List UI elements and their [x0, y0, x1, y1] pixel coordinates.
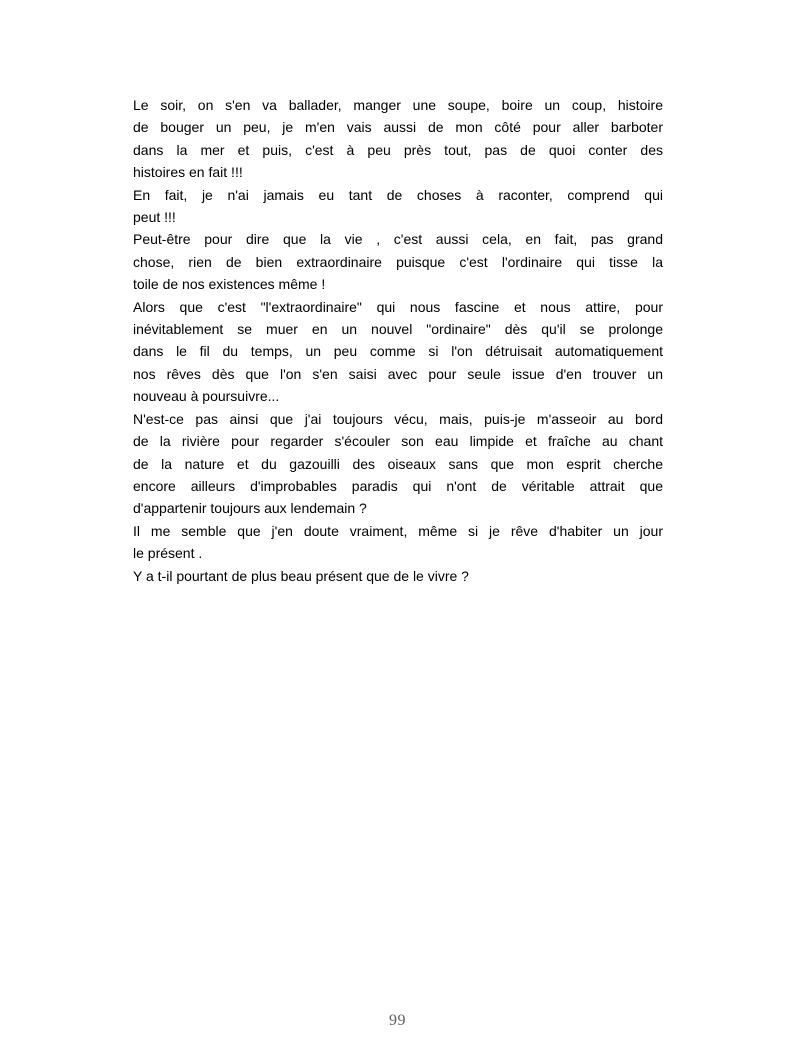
text-line: N'est-ce pas ainsi que j'ai toujours vécu, mais, puis-je m'asseoir au bord [133, 410, 663, 427]
text-line: histoires en fait !!! [133, 164, 243, 181]
text-line: toile de nos existences même ! [133, 276, 326, 293]
paragraph [133, 408, 663, 520]
text-line: de la rivière pour regarder s'écouler son eau limpide et fraîche au chant [133, 433, 663, 450]
text-line: dans la mer et puis, c'est à peu près tout, pas de quoi conter des [133, 141, 663, 158]
text-line: Le soir, on s'en va ballader, manger une soupe, boire un coup, histoire [133, 97, 663, 113]
paragraph [133, 94, 663, 184]
text-line: de bouger un peu, je m'en vais aussi de mon côté pour aller barboter [133, 119, 663, 136]
paragraph [133, 184, 663, 229]
paragraph [133, 228, 663, 295]
text-line: peut !!! [133, 209, 176, 226]
text-line: encore ailleurs d'improbables paradis qui n'ont de véritable attrait que [133, 477, 663, 494]
text-line: inévitablement se muer en un nouvel "ordinaire" dès qu'il se prolonge [133, 321, 663, 338]
text-line: chose, rien de bien extraordinaire puisque c'est l'ordinaire qui tisse la [133, 253, 663, 270]
page-number: 99 [389, 1012, 406, 1029]
text-line: le présent . [133, 545, 203, 562]
text-line: nouveau à poursuivre... [133, 388, 280, 405]
text-line: Il me semble que j'en doute vraiment, même si je rêve d'habiter un jour [133, 522, 663, 539]
text-line: de la nature et du gazouilli des oiseaux sans que mon esprit cherche [133, 455, 663, 472]
text-line: d'appartenir toujours aux lendemain ? [133, 500, 367, 517]
text-line: nos rêves dès que l'on s'en saisi avec pour seule issue d'en trouver un [133, 365, 663, 382]
text-line: Peut-être pour dire que la vie , c'est aussi cela, en fait, pas grand [133, 231, 663, 248]
paragraph [133, 565, 663, 587]
text-line: En fait, je n'ai jamais eu tant de choses à raconter, comprend qui [133, 186, 663, 203]
text-line: Alors que c'est "l'extraordinaire" qui nous fascine et nous attire, pour [133, 298, 663, 315]
paragraph [133, 520, 663, 565]
text-line: dans le fil du temps, un peu comme si l'on détruisait automatiquement [133, 343, 663, 360]
paragraph [133, 296, 663, 408]
text-line: Y a t-il pourtant de plus beau présent que de le vivre ? [133, 567, 469, 584]
text-block [133, 94, 663, 587]
